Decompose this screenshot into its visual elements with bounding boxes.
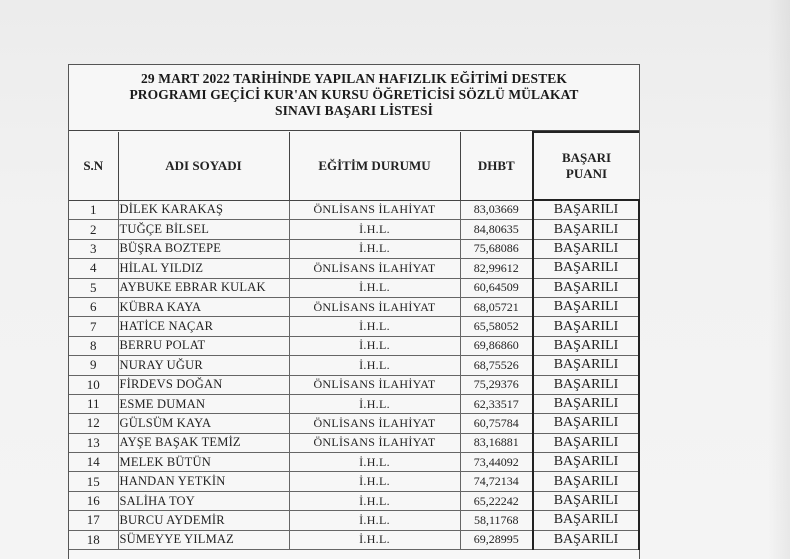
- table-header-row: [69, 132, 639, 200]
- row-sn: 9: [69, 356, 118, 375]
- row-name: DİLEK KARAKAŞ: [118, 200, 289, 220]
- header-score: [533, 132, 639, 200]
- header-score-line1: BAŞARI: [561, 150, 612, 165]
- row-result: BAŞARILI: [533, 239, 639, 258]
- row-sn: 2: [69, 220, 118, 239]
- table-row: [69, 394, 639, 413]
- row-dhbt: 75,29376: [460, 375, 533, 394]
- row-result: BAŞARILI: [533, 433, 639, 452]
- row-result: BAŞARILI: [533, 278, 639, 297]
- row-sn: 16: [69, 491, 118, 510]
- row-name: GÜLSÜM KAYA: [118, 414, 289, 433]
- row-education: ÖNLİSANS İLAHİYAT: [289, 297, 460, 316]
- table-row: [69, 453, 639, 472]
- header-sn: S.N: [69, 132, 118, 200]
- row-name: AYŞE BAŞAK TEMİZ: [118, 433, 289, 452]
- table-row: [69, 317, 639, 336]
- row-result: BAŞARILI: [533, 472, 639, 491]
- row-result: BAŞARILI: [533, 200, 639, 220]
- row-dhbt: 60,64509: [460, 278, 533, 297]
- table-row: [69, 297, 639, 316]
- table-row: [69, 239, 639, 258]
- title-line-3: SINAVI BAŞARI LİSTESİ: [275, 103, 433, 118]
- row-education: İ.H.L.: [289, 453, 460, 472]
- row-dhbt: 83,03669: [460, 200, 533, 220]
- row-name: KÜBRA KAYA: [118, 297, 289, 316]
- row-education: İ.H.L.: [289, 530, 460, 549]
- row-name: HATİCE NAÇAR: [118, 317, 289, 336]
- row-education: ÖNLİSANS İLAHİYAT: [289, 259, 460, 278]
- table-row: [69, 414, 639, 433]
- row-result: BAŞARILI: [533, 491, 639, 510]
- document-title: [69, 65, 639, 131]
- row-sn: 17: [69, 511, 118, 530]
- table-row: [69, 375, 639, 394]
- row-education: İ.H.L.: [289, 239, 460, 258]
- row-dhbt: 83,16881: [460, 433, 533, 452]
- row-sn: 7: [69, 317, 118, 336]
- row-result: BAŞARILI: [533, 375, 639, 394]
- row-name: SALİHA TOY: [118, 491, 289, 510]
- row-sn: 4: [69, 259, 118, 278]
- header-dhbt: DHBT: [460, 132, 533, 200]
- row-dhbt: 68,05721: [460, 297, 533, 316]
- row-sn: 5: [69, 278, 118, 297]
- row-dhbt: 74,72134: [460, 472, 533, 491]
- title-line-1: 29 MART 2022 TARİHİNDE YAPILAN HAFIZLIK EĞİTİMİ DESTEK: [141, 71, 567, 86]
- row-name: HİLAL YILDIZ: [118, 259, 289, 278]
- row-sn: 10: [69, 375, 118, 394]
- row-dhbt: 60,75784: [460, 414, 533, 433]
- row-result: BAŞARILI: [533, 530, 639, 549]
- row-result: BAŞARILI: [533, 317, 639, 336]
- row-result: BAŞARILI: [533, 511, 639, 530]
- row-dhbt: 68,75526: [460, 356, 533, 375]
- row-result: BAŞARILI: [533, 453, 639, 472]
- row-name: TUĞÇE BİLSEL: [118, 220, 289, 239]
- results-table: [69, 131, 640, 550]
- row-dhbt: 73,44092: [460, 453, 533, 472]
- row-sn: 6: [69, 297, 118, 316]
- row-education: ÖNLİSANS İLAHİYAT: [289, 375, 460, 394]
- row-dhbt: 75,68086: [460, 239, 533, 258]
- row-sn: 14: [69, 453, 118, 472]
- row-dhbt: 65,22242: [460, 491, 533, 510]
- row-name: BÜŞRA BOZTEPE: [118, 239, 289, 258]
- row-sn: 8: [69, 336, 118, 355]
- row-education: ÖNLİSANS İLAHİYAT: [289, 414, 460, 433]
- row-dhbt: 62,33517: [460, 394, 533, 413]
- row-education: ÖNLİSANS İLAHİYAT: [289, 200, 460, 220]
- row-sn: 11: [69, 394, 118, 413]
- row-name: FİRDEVS DOĞAN: [118, 375, 289, 394]
- row-dhbt: 82,99612: [460, 259, 533, 278]
- table-row: [69, 356, 639, 375]
- row-name: BERRU POLAT: [118, 336, 289, 355]
- row-result: BAŞARILI: [533, 259, 639, 278]
- table-row: [69, 491, 639, 510]
- row-sn: 18: [69, 530, 118, 549]
- row-name: AYBUKE EBRAR KULAK: [118, 278, 289, 297]
- table-row: [69, 530, 639, 549]
- table-row: [69, 511, 639, 530]
- row-education: İ.H.L.: [289, 356, 460, 375]
- row-education: İ.H.L.: [289, 472, 460, 491]
- row-education: İ.H.L.: [289, 511, 460, 530]
- row-dhbt: 84,80635: [460, 220, 533, 239]
- table-row: [69, 472, 639, 491]
- row-sn: 13: [69, 433, 118, 452]
- table-row: [69, 200, 639, 220]
- row-dhbt: 69,28995: [460, 530, 533, 549]
- row-education: İ.H.L.: [289, 278, 460, 297]
- row-name: HANDAN YETKİN: [118, 472, 289, 491]
- row-education: İ.H.L.: [289, 394, 460, 413]
- row-name: MELEK BÜTÜN: [118, 453, 289, 472]
- row-sn: 3: [69, 239, 118, 258]
- title-line-2: PROGRAMI GEÇİCİ KUR'AN KURSU ÖĞRETİCİSİ SÖZLÜ MÜLAKAT: [129, 87, 579, 102]
- header-education: EĞİTİM DURUMU: [289, 132, 460, 200]
- row-result: BAŞARILI: [533, 356, 639, 375]
- page-edge-shadow: [768, 0, 790, 559]
- row-result: BAŞARILI: [533, 394, 639, 413]
- row-education: İ.H.L.: [289, 336, 460, 355]
- row-name: ESME DUMAN: [118, 394, 289, 413]
- row-education: İ.H.L.: [289, 317, 460, 336]
- row-dhbt: 69,86860: [460, 336, 533, 355]
- row-name: SÜMEYYE YILMAZ: [118, 530, 289, 549]
- row-name: BURCU AYDEMİR: [118, 511, 289, 530]
- row-sn: 12: [69, 414, 118, 433]
- table-row: [69, 278, 639, 297]
- row-result: BAŞARILI: [533, 414, 639, 433]
- row-dhbt: 58,11768: [460, 511, 533, 530]
- header-name: ADI SOYADI: [118, 132, 289, 200]
- row-name: NURAY UĞUR: [118, 356, 289, 375]
- table-row: [69, 433, 639, 452]
- results-document: [68, 64, 640, 559]
- row-education: İ.H.L.: [289, 220, 460, 239]
- table-row: [69, 336, 639, 355]
- row-result: BAŞARILI: [533, 336, 639, 355]
- row-result: BAŞARILI: [533, 297, 639, 316]
- row-education: ÖNLİSANS İLAHİYAT: [289, 433, 460, 452]
- row-sn: 1: [69, 200, 118, 220]
- table-row: [69, 259, 639, 278]
- row-dhbt: 65,58052: [460, 317, 533, 336]
- row-result: BAŞARILI: [533, 220, 639, 239]
- row-sn: 15: [69, 472, 118, 491]
- header-score-line2: PUANI: [565, 166, 608, 181]
- row-education: İ.H.L.: [289, 491, 460, 510]
- table-row: [69, 220, 639, 239]
